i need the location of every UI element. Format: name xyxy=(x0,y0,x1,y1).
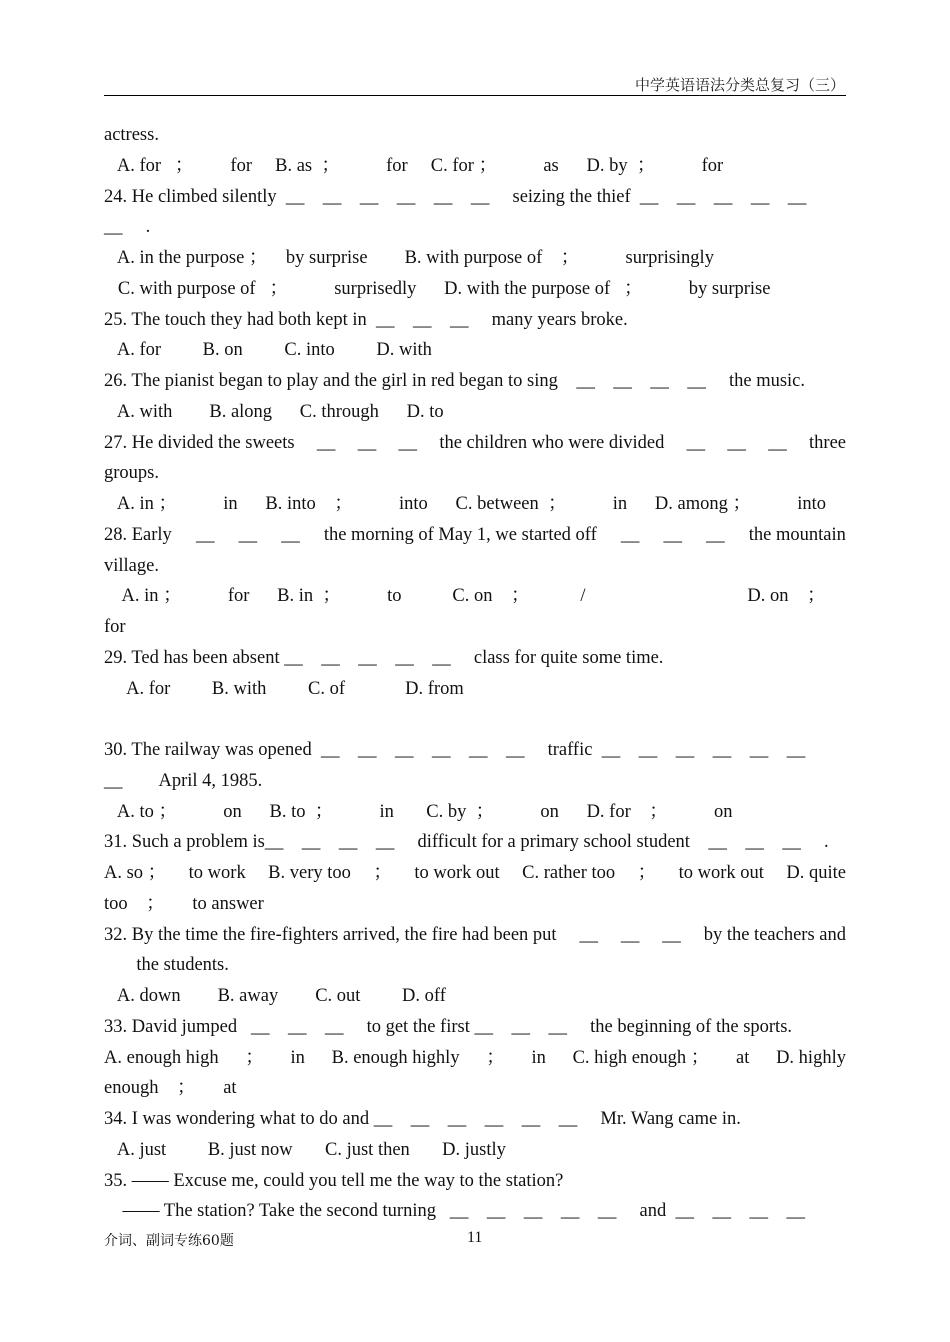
text-segment: ； xyxy=(245,1047,264,1068)
text-line: 30. The railway was opened __ __ __ __ __ __ traffic __ __ __ __ __ __ xyxy=(104,740,806,760)
footer-title: 介词、副词专练60题 xyxy=(104,1233,234,1249)
text-segment: B. very too xyxy=(268,863,351,883)
text-line: __ . xyxy=(104,217,151,238)
text-segment: to work out xyxy=(678,863,764,883)
text-line xyxy=(104,520,846,550)
text-segment: to work out xyxy=(414,863,500,883)
text-segment: ； xyxy=(373,863,392,883)
text-segment: __ xyxy=(686,432,706,453)
text-segment: 27. He divided the sweets xyxy=(104,432,295,453)
text-line xyxy=(104,858,846,888)
text-segment: the mountain xyxy=(748,524,846,545)
text-line: too ； to answer xyxy=(104,893,264,914)
text-line: 24. He climbed silently __ __ __ __ __ __ seizing the thief __ __ __ __ __ xyxy=(104,186,807,207)
text-segment: __ xyxy=(663,524,683,545)
text-segment: A. enough high xyxy=(104,1047,219,1068)
text-segment: __ xyxy=(727,432,746,453)
text-line: A. down B. away C. out D. off xyxy=(104,986,446,1006)
text-segment: __ xyxy=(398,432,418,453)
text-line xyxy=(104,1043,846,1073)
text-line: 35. —— Excuse me, could you tell me the way to the station? xyxy=(104,1170,564,1191)
text-line: __ April 4, 1985. xyxy=(104,770,263,791)
text-segment: the morning of May 1, we started off xyxy=(323,524,597,545)
text-segment: __ xyxy=(620,524,640,545)
text-segment: to work xyxy=(188,863,246,883)
text-line: 25. The touch they had both kept in __ __ __ many years broke. xyxy=(104,309,628,330)
text-segment: __ xyxy=(316,432,336,453)
text-line: —— The station? Take the second turning __ __ __ __ __ and __ __ __ __ xyxy=(104,1201,805,1222)
text-segment: __ xyxy=(281,524,300,545)
text-segment: ； xyxy=(486,1047,505,1068)
text-segment: C. high enough ； xyxy=(572,1047,710,1068)
text-line: A. with B. along C. through D. to xyxy=(104,401,444,422)
text-segment: in xyxy=(531,1047,546,1068)
text-segment: by the teachers and xyxy=(703,924,846,945)
text-line: A. in the purpose ； by surprise B. with purpose of ； surprisingly xyxy=(104,248,714,268)
text-line: actress. xyxy=(104,125,159,145)
text-segment: three xyxy=(809,432,846,453)
text-line: the students. xyxy=(104,955,229,976)
text-segment: at xyxy=(736,1047,750,1068)
text-line: 33. David jumped __ __ __ to get the first __ __ __ the beginning of the sports. xyxy=(104,1016,793,1037)
text-line: A. for ； for B. as ； for C. for ； as D. by ； for xyxy=(104,155,724,176)
text-segment: 28. Early xyxy=(104,524,172,545)
text-line: village. xyxy=(104,555,159,576)
text-line: A. in ； in B. into ； into C. between ； in D. among ； into xyxy=(104,494,826,514)
text-line: 34. I was wondering what to do and __ __ __ __ __ __ Mr. Wang came in. xyxy=(104,1109,741,1129)
text-line: A. to ； on B. to ； in C. by ； on D. for ； on xyxy=(104,801,733,822)
text-line: A. in ； for B. in ； to C. on ； / D. on ； xyxy=(104,586,826,607)
text-line: A. for B. with C. of D. from xyxy=(104,678,464,699)
text-line xyxy=(104,920,846,950)
text-segment: __ xyxy=(768,432,787,453)
text-line xyxy=(104,428,846,458)
text-line: C. with purpose of ； surprisedly D. with the purpose of ； by surprise xyxy=(104,278,771,299)
text-segment: D. quite xyxy=(786,863,846,883)
text-segment: B. enough highly xyxy=(331,1047,460,1068)
text-line: groups. xyxy=(104,463,159,484)
text-segment: in xyxy=(290,1047,305,1068)
text-line: enough ； at xyxy=(104,1078,237,1099)
text-line: for xyxy=(104,617,126,637)
text-segment: D. highly xyxy=(776,1047,846,1068)
text-segment: __ xyxy=(579,924,598,945)
text-segment: __ xyxy=(706,524,725,545)
text-segment: A. so ； xyxy=(104,863,167,883)
text-line xyxy=(104,704,846,734)
text-line: 29. Ted has been absent __ __ __ __ __ class for quite some time. xyxy=(104,647,664,668)
text-segment: ； xyxy=(637,863,657,883)
text-segment: __ xyxy=(357,432,377,453)
text-segment: C. rather too xyxy=(522,863,616,883)
text-segment: __ xyxy=(662,924,681,945)
text-segment: 32. By the time the fire-fighters arrived, the fire had been put xyxy=(104,924,557,945)
running-header: 中学英语语法分类总复习（三） xyxy=(634,76,845,94)
header-rule xyxy=(104,95,846,96)
text-segment: __ xyxy=(195,524,215,545)
text-line: A. just B. just now C. just then D. justly xyxy=(104,1139,506,1160)
text-segment: __ xyxy=(238,524,258,545)
page-number: 11 xyxy=(467,1229,483,1246)
text-segment: the children who were divided xyxy=(439,432,665,453)
text-line: 31. Such a problem is__ __ __ __ difficult for a primary school student __ __ __ . xyxy=(104,832,829,853)
text-line: A. for B. on C. into D. with xyxy=(104,340,432,361)
text-segment: __ xyxy=(620,924,640,945)
text-line: 26. The pianist began to play and the girl in red began to sing __ __ __ __ the music. xyxy=(104,371,806,391)
